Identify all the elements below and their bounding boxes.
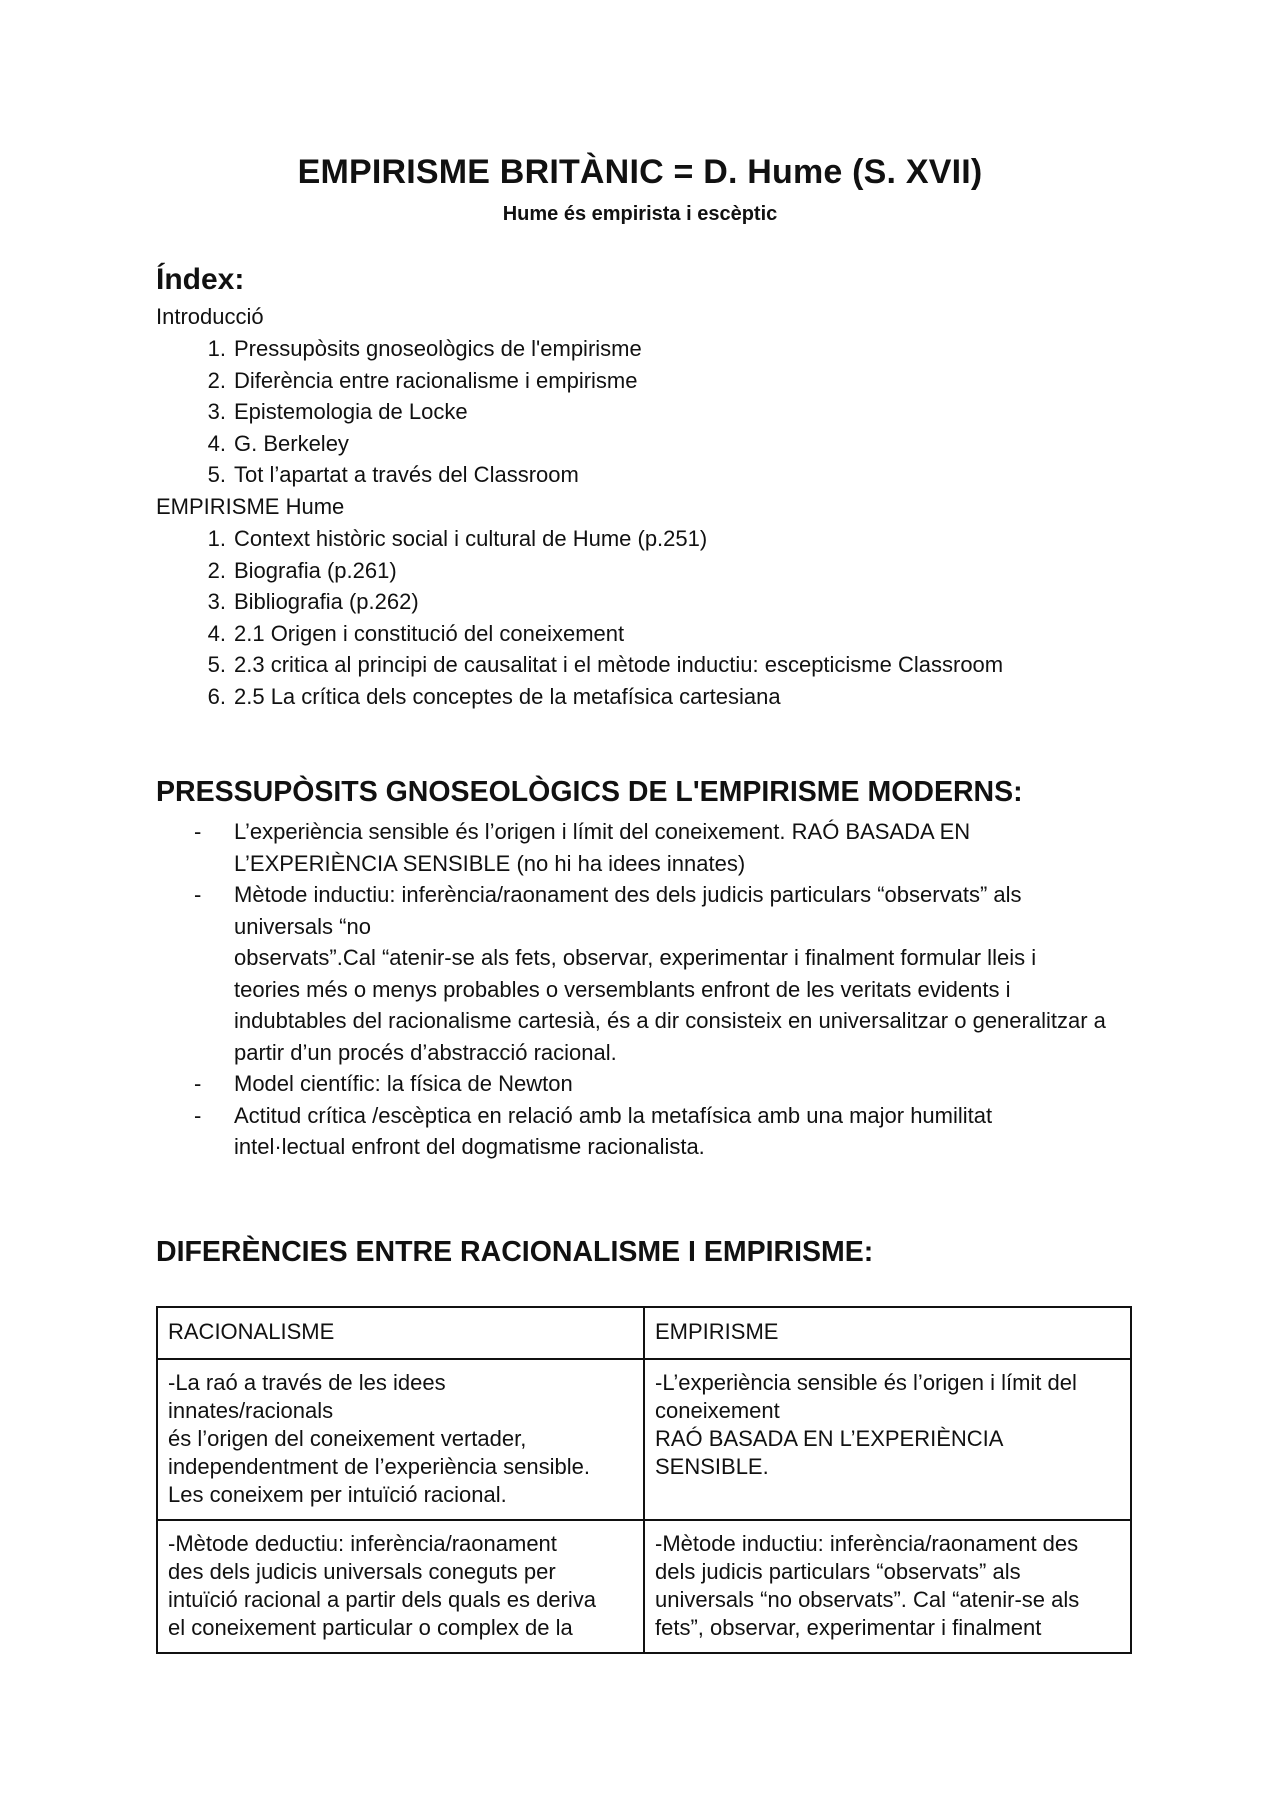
cell-line: -Mètode deductiu: inferència/raonament <box>168 1531 557 1556</box>
cell-line: intuïció racional a partir dels quals es deriva <box>168 1587 597 1612</box>
column-header: EMPIRISME <box>644 1307 1131 1359</box>
cell-line: -La raó a través de les idees <box>168 1370 446 1395</box>
list-text: 2.5 La crítica dels conceptes de la metafísica cartesiana <box>234 683 781 709</box>
bullet-dash: - <box>194 882 202 907</box>
list-number: 2. <box>207 557 226 583</box>
cell-line: el coneixement particular o complex de la <box>168 1615 573 1640</box>
cell-line: independentment de l’experiència sensible. <box>168 1454 590 1479</box>
column-header: RACIONALISME <box>157 1307 644 1359</box>
hume-label: EMPIRISME Hume <box>156 494 345 519</box>
list-item <box>156 816 1106 879</box>
list-item <box>156 649 1003 681</box>
list-number: 3. <box>207 589 226 614</box>
cell-line: innates/racionals <box>168 1398 334 1423</box>
list-item <box>156 1100 1106 1163</box>
list-text: L’experiència sensible és l’origen i límit del coneixement. RAÓ BASADA EN L’EXPERIÈNCIA SENSIBLE (no hi ha idees innates) <box>234 819 971 876</box>
list-text: Diferència entre racionalisme i empirisme <box>234 367 638 393</box>
presuppositions-list <box>156 816 1106 1163</box>
list-item <box>156 365 642 397</box>
list-number: 4. <box>207 430 226 456</box>
list-text: Context històric social i cultural de Hume (p.251) <box>234 526 708 551</box>
list-number: 5. <box>207 462 226 487</box>
list-number: 6. <box>207 683 226 709</box>
list-text: 2.3 critica al principi de causalitat i el mètode inductiu: escepticisme Classroom <box>234 652 1004 677</box>
list-item <box>156 681 1003 713</box>
list-item <box>156 523 1003 555</box>
list-text: Actitud crítica /escèptica en relació amb la metafísica amb una major humilitat intel·lectual enfront del dogmatisme racionalista. <box>234 1102 993 1159</box>
page-title: EMPIRISME BRITÀNIC = D. Hume (S. XVII) <box>297 153 983 191</box>
list-text: Tot l’apartat a través del Classroom <box>234 462 579 487</box>
comparison-table <box>156 1306 1132 1654</box>
page-subtitle: Hume és empirista i escèptic <box>502 203 778 225</box>
list-number: 1. <box>207 526 226 551</box>
bullet-dash: - <box>194 819 202 844</box>
table-row <box>157 1520 1131 1653</box>
list-number: 5. <box>207 652 226 677</box>
cell-line: coneixement <box>655 1398 780 1423</box>
list-text-continuation: observats”.Cal “atenir-se als fets, observar, experimentar i finalment formular lleis i teories més o menys probables o versemblants enfront de les veritats evidents i indubtables del racionalisme cartesià, és a dir consisteix en universalitzar o generalitzar a partir d’un procés d’abstracció racional. <box>234 945 1106 1065</box>
list-item <box>156 459 642 491</box>
list-item <box>156 586 1003 618</box>
hume-list <box>156 523 1003 712</box>
cell-line: universals “no observats”. Cal “atenir-se als <box>655 1587 1080 1612</box>
list-text: Biografia (p.261) <box>234 557 397 583</box>
bullet-dash: - <box>194 1071 202 1096</box>
cell-line: Les coneixem per intuïció racional. <box>168 1482 507 1507</box>
cell-line: fets”, observar, experimentar i finalment <box>655 1615 1042 1640</box>
cell-line: RAÓ BASADA EN L’EXPERIÈNCIA <box>655 1426 1004 1451</box>
table-cell <box>157 1359 644 1520</box>
bullet-dash: - <box>194 1102 202 1128</box>
list-number: 3. <box>207 399 226 424</box>
list-item <box>156 396 642 428</box>
presuppositions-heading: PRESSUPÒSITS GNOSEOLÒGICS DE L'EMPIRISME MODERNS: <box>156 776 1023 808</box>
cell-line: des dels judicis universals coneguts per <box>168 1559 556 1584</box>
list-item <box>156 1068 1106 1100</box>
list-text: Epistemologia de Locke <box>234 399 468 424</box>
list-item <box>156 555 1003 587</box>
intro-label: Introducció <box>156 304 264 329</box>
cell-line: -Mètode inductiu: inferència/raonament des <box>655 1531 1079 1556</box>
list-number: 2. <box>207 367 226 393</box>
list-text: 2.1 Origen i constitució del coneixement <box>234 620 625 646</box>
table-header-row <box>157 1307 1131 1359</box>
intro-list <box>156 333 642 491</box>
list-text: Pressupòsits gnoseològics de l'empirisme <box>234 336 642 361</box>
list-number: 1. <box>207 336 226 361</box>
list-item <box>156 618 1003 650</box>
cell-line: -L’experiència sensible és l’origen i límit del <box>655 1370 1077 1395</box>
cell-line: SENSIBLE. <box>655 1454 769 1479</box>
index-heading: Índex: <box>156 263 245 296</box>
table-row <box>157 1359 1131 1520</box>
cell-line: dels judicis particulars “observats” als <box>655 1559 1021 1584</box>
list-item <box>156 333 642 365</box>
list-item <box>156 428 642 460</box>
list-text: Model científic: la física de Newton <box>234 1071 573 1096</box>
list-text: Mètode inductiu: inferència/raonament des dels judicis particulars “observats” als universals “no <box>234 882 1022 939</box>
list-item <box>156 879 1106 1068</box>
differences-heading: DIFERÈNCIES ENTRE RACIONALISME I EMPIRISME: <box>156 1236 874 1268</box>
table-cell <box>644 1520 1131 1653</box>
list-text: Bibliografia (p.262) <box>234 589 419 614</box>
cell-line: és l’origen del coneixement vertader, <box>168 1426 527 1451</box>
list-text: G. Berkeley <box>234 430 349 456</box>
table-cell <box>644 1359 1131 1520</box>
table-cell <box>157 1520 644 1653</box>
list-number: 4. <box>207 620 226 646</box>
